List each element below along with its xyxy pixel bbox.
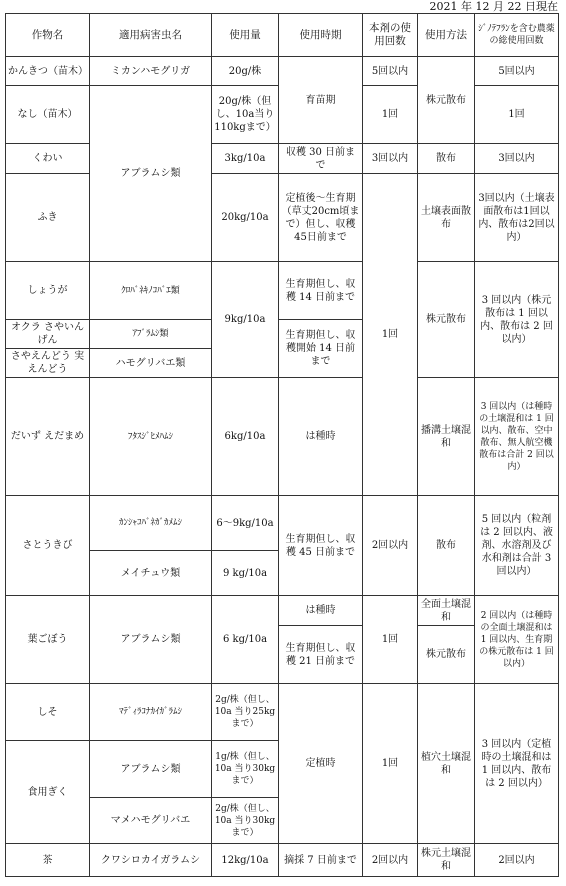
crop-cell: ふき [6,174,90,262]
timing-cell: 生育期但し、収穫 21 日前まで [279,626,363,684]
count-cell: 2回以内 [363,844,418,877]
total-cell: 1回 [475,86,559,144]
timing-cell: は種時 [279,378,363,496]
amount-cell: 9 kg/10a [212,551,279,596]
pest-cell: ハモグリバエ類 [90,349,212,378]
method-cell: 播溝土壌混和 [418,378,475,496]
crop-cell: くわい [6,144,90,174]
count-cell: 5回以内 [363,57,418,86]
count-cell: 1回 [363,86,418,144]
count-cell: 1回 [363,684,418,844]
amount-cell: 1g/株（但し、10a 当り30kg まで） [212,741,279,798]
crop-cell: さとうきび [6,496,90,596]
header-crop: 作物名 [6,14,90,57]
table-row [6,174,559,262]
crop-cell: 食用ぎく [6,741,90,844]
table-row [6,144,559,174]
count-cell: 2回以内 [363,496,418,596]
header-amount: 使用量 [212,14,279,57]
method-cell: 株元土壌混和 [418,844,475,877]
pest-cell: メイチュウ類 [90,551,212,596]
timing-cell: 摘採 7 日前まで [279,844,363,877]
as-of-date: 2021 年 12 月 22 日現在 [429,0,558,13]
total-cell: 3回以内（土壌表面散布は1回以内、散布は2回以内） [475,174,559,262]
timing-cell: 収穫 30 日前まで [279,144,363,174]
crop-cell: なし（苗木） [6,86,90,144]
table-row [6,57,559,86]
total-cell: 3 回以内（定植時の土壌混和は 1 回以内、散布は 2 回以内） [475,684,559,844]
crop-cell: しそ [6,684,90,741]
method-cell: 散布 [418,144,475,174]
pest-cell: アブラムシ類 [90,86,212,262]
timing-cell: 生育期但し、収穫開始 14 日前まで [279,320,363,378]
amount-cell: 3kg/10a [212,144,279,174]
amount-cell: 6～9kg/10a [212,496,279,551]
count-cell: 1回 [363,174,418,496]
amount-cell: 12kg/10a [212,844,279,877]
method-cell: 植穴土壌混和 [418,684,475,844]
pest-cell: ｶﾝｼｬｺﾊﾞﾈｶﾞｶﾒﾑｼ [90,496,212,551]
method-cell: 株元散布 [418,626,475,684]
crop-cell: だいず えだまめ [6,378,90,496]
amount-cell: 20g/株（但し、10a当り110kgまで） [212,86,279,144]
pest-cell: ｱﾌﾞﾗﾑｼ類 [90,320,212,349]
timing-cell: 定植後～生育期（草丈20cm頃まで）但し、収穫45日前まで [279,174,363,262]
total-cell: 2 回以内（は種時の全面土壌混和は 1 回以内、生育期の株元散布は 1 回以内） [475,596,559,684]
header-pest: 適用病害虫名 [90,14,212,57]
table-row [6,684,559,741]
pest-cell: ｸﾛﾊﾞﾈｷﾉｺﾊﾞｴ類 [90,262,212,320]
count-cell: 3回以内 [363,144,418,174]
method-cell: 株元散布 [418,57,475,144]
pest-cell: クワシロカイガラムシ [90,844,212,877]
total-cell: 3 回以内（株元散布は 1 回以内、散布は 2 回以内） [475,262,559,378]
method-cell: 株元散布 [418,262,475,378]
table-row [6,844,559,877]
header-method: 使用方法 [418,14,475,57]
amount-cell: 2g/株（但し、10a 当り30kg まで） [212,798,279,844]
total-cell: 2回以内 [475,844,559,877]
crop-cell: 茶 [6,844,90,877]
table-row [6,496,559,551]
header-count: 本剤の使用回数 [363,14,418,57]
pest-cell: ミカンハモグリガ [90,57,212,86]
total-cell: 5回以内 [475,57,559,86]
pest-cell: ﾏﾃﾞｨﾗｺﾅｶｲｶﾞﾗﾑｼ [90,684,212,741]
table-row [6,262,559,320]
header-timing: 使用時期 [279,14,363,57]
header-row [6,14,559,57]
pest-cell: アブラムシ類 [90,741,212,798]
crop-cell: 葉ごぼう [6,596,90,684]
amount-cell: 9kg/10a [212,262,279,378]
amount-cell: 6 kg/10a [212,596,279,684]
header-total: ｼﾞﾉﾃﾌﾗﾝを含む農薬の総使用回数 [475,14,559,57]
timing-cell: 定植時 [279,684,363,844]
pest-cell: ﾌﾀｽｼﾞﾋﾒﾊﾑｼ [90,378,212,496]
crop-cell: オクラ さやいんげん [6,320,90,349]
total-cell: 5 回以内（粒剤は 2 回以内、液剤、水溶剤及び水和剤は合計 3 回以内） [475,496,559,596]
amount-cell: 20kg/10a [212,174,279,262]
amount-cell: 2g/株（但し、10a 当り25kg まで） [212,684,279,741]
table-row [6,378,559,496]
pest-cell: マメハモグリバエ [90,798,212,844]
method-cell: 散布 [418,496,475,596]
crop-cell: かんきつ（苗木） [6,57,90,86]
amount-cell: 6kg/10a [212,378,279,496]
count-cell: 1回 [363,596,418,684]
method-cell: 全面土壌混和 [418,596,475,626]
pest-cell: アブラムシ類 [90,596,212,684]
method-cell: 土壌表面散布 [418,174,475,262]
timing-cell: 生育期但し、収穫 45 日前まで [279,496,363,596]
pesticide-usage-table [5,13,559,877]
timing-cell: は種時 [279,596,363,626]
total-cell: 3回以内 [475,144,559,174]
timing-cell: 生育期但し、収穫 14 日前まで [279,262,363,320]
crop-cell: しょうが [6,262,90,320]
crop-cell: さやえんどう 実えんどう [6,349,90,378]
timing-cell: 育苗期 [279,57,363,144]
amount-cell: 20g/株 [212,57,279,86]
table-row [6,596,559,626]
total-cell: 3 回以内（は種時の土壌混和は 1 回以内、散布、空中散布、無人航空機散布は合計 2 回以内） [475,378,559,496]
